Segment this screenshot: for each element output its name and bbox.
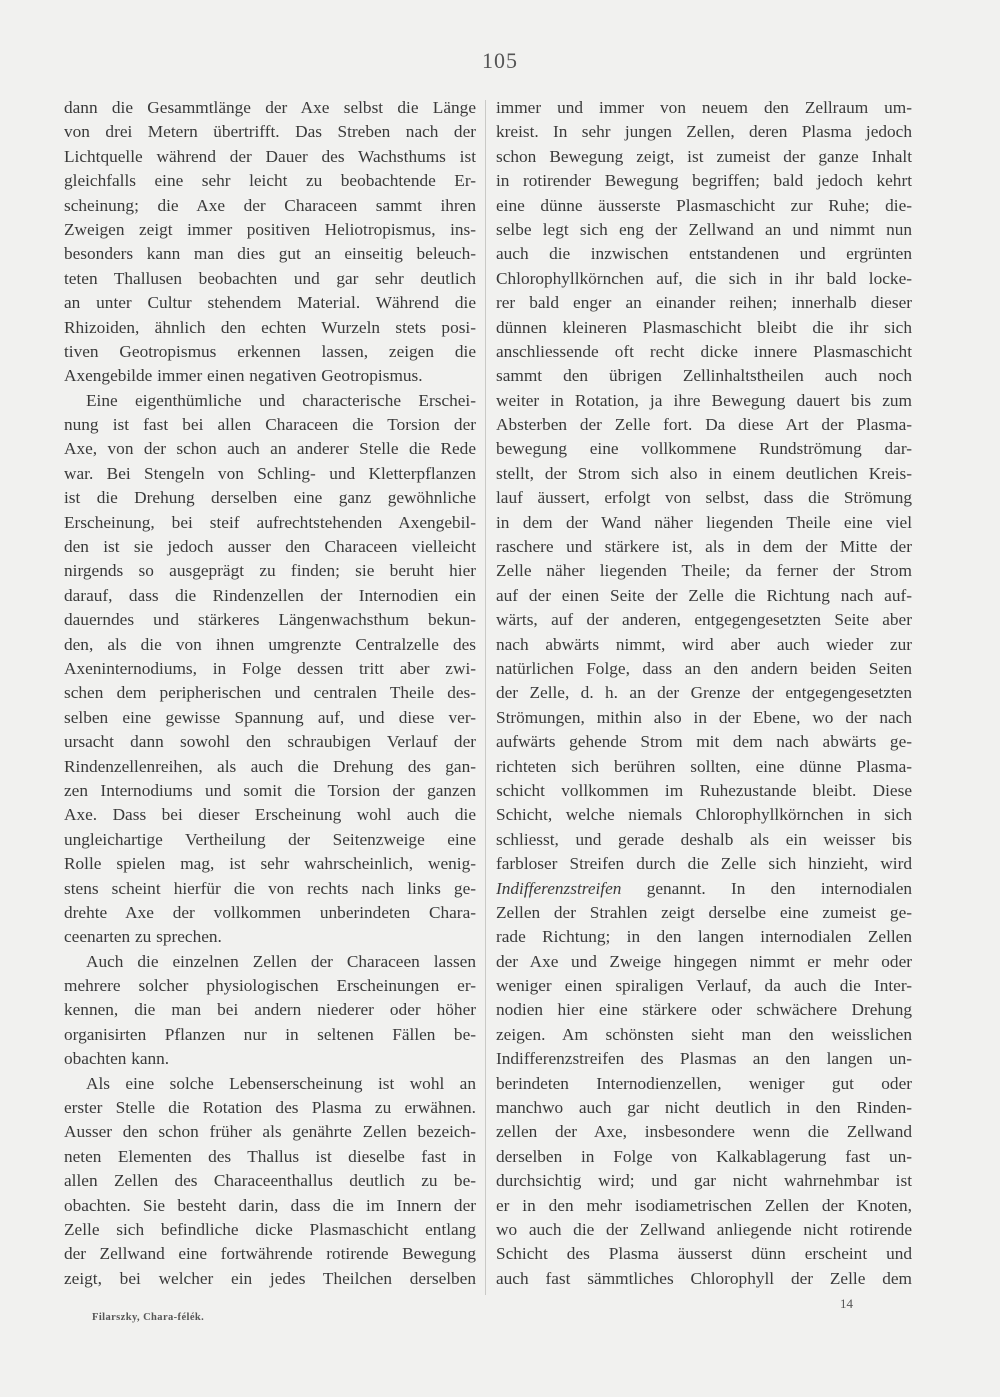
- text-line: scheinung; die Axe der Characeen sammt ihren: [64, 195, 476, 215]
- text-line: weiter in Rotation, ja ihre Bewegung dauert bis zum: [496, 390, 912, 410]
- text-line: gleichfalls eine sehr leicht zu beobachtende Er-: [64, 171, 476, 191]
- text-line: anschliessende oft recht dicke innere Plasmaschicht: [496, 341, 912, 361]
- text-line: sammt den übrigen Zellinhaltstheilen auch noch: [496, 366, 912, 386]
- text-line: der Zelle, d. h. an der Grenze der entgegengesetzten: [496, 683, 912, 703]
- text-line: schon Bewegung zeigt, ist zumeist der ganze Inhalt: [496, 146, 912, 166]
- text-line: zeigt, bei welcher ein jedes Theilchen derselben: [64, 1268, 476, 1288]
- text-line: zeigen. Am schönsten sieht man den weisslichen: [496, 1024, 912, 1044]
- text-line: tiven Geotropismus erkennen lassen, zeigen die: [64, 341, 476, 361]
- text-line: rade Richtung; in den langen internodialen Zellen: [496, 927, 912, 947]
- text-line: dann die Gesammtlänge der Axe selbst die Länge: [64, 98, 476, 117]
- footer-signature: Filarszky, Chara-félék.: [92, 1312, 205, 1323]
- text-line: zen Internodiums und somit die Torsion der ganzen: [64, 780, 476, 800]
- text-line: farbloser Streifen durch die Zelle sich hinzieht, wird: [496, 854, 912, 874]
- text-line: rer bald enger an einander reihen; innerhalb dieser: [496, 293, 912, 313]
- text-line: schicht vollkommen im Ruhezustande bleibt. Diese: [496, 780, 912, 800]
- text-line: selbe legt sich eng der Zellwand an und nimmt nun: [496, 219, 912, 239]
- page-number: 105: [482, 48, 518, 73]
- text-line: nodien hier eine stärkere oder schwächere Drehung: [496, 1000, 912, 1020]
- left-column: [64, 96, 476, 1291]
- column-divider: [485, 100, 486, 1295]
- text-line: Zweigen zeigt immer positiven Heliotropismus, ins-: [64, 219, 476, 239]
- text-line: kennen, die man bei andern niederer oder höher: [64, 1000, 476, 1020]
- text-line: erster Stelle die Rotation des Plasma zu erwähnen.: [64, 1098, 476, 1118]
- text-line: derselben in Folge von Kalkablagerung fast un-: [496, 1146, 912, 1166]
- text-line: manchwo auch gar nicht deutlich in den Rinden-: [496, 1098, 912, 1118]
- text-line: den ist sie jedoch ausser den Characeen vielleicht: [64, 537, 476, 557]
- text-line: darauf, dass die Rindenzellen der Internodien ein: [64, 585, 476, 605]
- text-line: Axe. Dass bei dieser Erscheinung wohl auch die: [64, 805, 476, 825]
- text-line: dauerndes und stärkeres Längenwachsthum bekun-: [64, 610, 476, 630]
- text-line: organisirten Pflanzen nur in seltenen Fällen be-: [64, 1024, 476, 1044]
- text-line: der Zellwand eine fortwährende rotirende Bewegung: [64, 1244, 476, 1264]
- text-line: immer und immer von neuem den Zellraum um-: [496, 98, 912, 117]
- text-line: weniger einen spiraligen Verlauf, da auch die Inter-: [496, 976, 912, 996]
- text-line: Rhizoiden, ähnlich den echten Wurzeln stets posi-: [64, 317, 476, 337]
- text-line: teten Thallusen beobachten und gar sehr deutlich: [64, 268, 476, 288]
- text-line: Axengebilde immer einen negativen Geotropismus.: [64, 366, 423, 386]
- text-line: war. Bei Stengeln von Schling- und Kletterpflanzen: [64, 463, 476, 483]
- text-line: auch die inzwischen entstandenen und ergrünten: [496, 244, 912, 264]
- text-line: besonders kann man dies gut an einseitig beleuch-: [64, 244, 476, 264]
- text-line: in dem der Wand näher liegenden Theile eine viel: [496, 512, 912, 532]
- text-line: [496, 877, 912, 901]
- text-line: stens scheint hierfür die von rechts nach links ge-: [64, 878, 476, 898]
- text-line: ursacht dann sowohl den schraubigen Verlauf der: [64, 732, 476, 752]
- text-line: schen dem peripherischen und centralen Theile des-: [64, 683, 476, 703]
- text-line: Als eine solche Lebenserscheinung ist wohl an: [86, 1073, 476, 1093]
- text-line: an unter Cultur stehendem Material. Während die: [64, 293, 476, 313]
- text-line: in rotirender Bewegung begriffen; bald jedoch kehrt: [496, 171, 912, 191]
- text-line: nirgends so ausgeprägt zu finden; sie beruht hier: [64, 561, 476, 581]
- text-line: ceenarten zu sprechen.: [64, 927, 222, 947]
- text-line: wärts, auf der anderen, entgegengesetzten Seite aber: [496, 610, 912, 630]
- text-line: dünnen kleineren Plasmaschicht bleibt die ihr sich: [496, 317, 912, 337]
- text-line: neten Elementen des Thallus ist dieselbe fast in: [64, 1146, 476, 1166]
- text-line: zellen der Axe, insbesondere wenn die Zellwand: [496, 1122, 912, 1142]
- emphasized-term: Indifferenzstreifen: [496, 878, 622, 898]
- text-line: Zelle näher liegenden Theile; da ferner der Strom: [496, 561, 912, 581]
- text-line: lauf äussert, erfolgt von selbst, dass die Strömung: [496, 488, 912, 508]
- text-line: Rolle spielen mag, ist sehr wahrscheinlich, wenig-: [64, 854, 476, 874]
- text-line: durchsichtig wird; und gar nicht wahrnehmbar ist: [496, 1171, 912, 1191]
- text-line: richteten sich berühren sollten, eine dünne Plasma-: [496, 756, 912, 776]
- text-line: Zelle sich befindliche dicke Plasmaschicht entlang: [64, 1219, 476, 1239]
- text-line: nung ist fast bei allen Characeen die Torsion der: [64, 415, 476, 435]
- right-column: [496, 96, 912, 1291]
- text-line: er in den mehr isodiametrischen Zellen der Knoten,: [496, 1195, 912, 1215]
- text-line: drehte Axe der vollkommen unberindeten Chara-: [64, 902, 476, 922]
- text-line: stellt, der Strom sich also in einem deutlichen Kreis-: [496, 463, 912, 483]
- sheet-number: 14: [840, 1296, 853, 1311]
- text-line: Erscheinung, bei steif aufrechtstehenden Axengebil-: [64, 512, 476, 532]
- text-line: Eine eigenthümliche und characterische Erschei-: [86, 390, 476, 410]
- text-line: Axeninternodiums, in Folge dessen tritt aber zwi-: [64, 658, 476, 678]
- text-line: Auch die einzelnen Zellen der Characeen lassen: [86, 951, 476, 971]
- text-line: Axe, von der schon auch an anderer Stelle die Rede: [64, 439, 476, 459]
- text-line: von drei Metern übertrifft. Das Streben nach der: [64, 122, 476, 142]
- text-line: auf der einen Seite der Zelle die Richtung nach auf-: [496, 585, 912, 605]
- text-line: obachten. Sie besteht darin, dass die im Innern der: [64, 1195, 476, 1215]
- text-line: eine dünne äusserste Plasmaschicht zur Ruhe; die-: [496, 195, 912, 215]
- text-line: allen Zellen des Characeenthallus deutlich zu be-: [64, 1171, 476, 1191]
- text-fragment: genannt. In den internodialen: [621, 878, 912, 898]
- text-line: kreist. In sehr jungen Zellen, deren Plasma jedoch: [496, 122, 912, 142]
- text-line: Rindenzellenreihen, als auch die Drehung des gan-: [64, 756, 476, 776]
- text-line: Ausser den schon früher als genährte Zellen bezeich-: [64, 1122, 476, 1142]
- text-line: den, als die von ihnen umgrenzte Centralzelle des: [64, 634, 476, 654]
- text-line: schliesst, und gerade deshalb als ein weisser bis: [496, 829, 912, 849]
- text-line: ist die Drehung derselben eine ganz gewöhnliche: [64, 488, 476, 508]
- text-line: Strömungen, mithin also in der Ebene, wo der nach: [496, 707, 912, 727]
- text-line: nach abwärts nimmt, wird aber auch wieder zur: [496, 634, 912, 654]
- text-line: Chlorophyllkörnchen auf, die sich in ihr bald locke-: [496, 268, 912, 288]
- text-line: obachten kann.: [64, 1049, 170, 1069]
- text-line: Zellen der Strahlen zeigt derselbe eine zumeist ge-: [496, 902, 912, 922]
- text-line: ungleichartige Vertheilung der Seitenzweige eine: [64, 829, 476, 849]
- text-line: wo auch die der Zellwand anliegende nicht rotirende: [496, 1219, 912, 1239]
- text-line: auch fast sämmtliches Chlorophyll der Zelle dem: [496, 1268, 912, 1288]
- text-line: Absterben der Zelle fort. Da diese Art der Plasma-: [496, 415, 912, 435]
- text-line: selben eine gewisse Spannung auf, und diese ver-: [64, 707, 476, 727]
- text-line: der Axe und Zweige hingegen nimmt er mehr oder: [496, 951, 912, 971]
- text-line: mehrere solcher physiologischen Erscheinungen er-: [64, 976, 476, 996]
- text-line: aufwärts gehende Strom mit dem nach abwärts ge-: [496, 732, 912, 752]
- text-line: berindeten Internodienzellen, weniger gut oder: [496, 1073, 912, 1093]
- text-line: Indifferenzstreifen des Plasmas an den langen un-: [496, 1049, 912, 1069]
- text-line: Schicht, welche niemals Chlorophyllkörnchen in sich: [496, 805, 912, 825]
- text-line: natürlichen Folge, dass an den andern beiden Seiten: [496, 658, 912, 678]
- text-line: Lichtquelle während der Dauer des Wachsthums ist: [64, 146, 476, 166]
- text-line: bewegung eine vollkommene Rundströmung dar-: [496, 439, 912, 459]
- text-line: raschere und stärkere ist, als in dem der Mitte der: [496, 537, 912, 557]
- text-line: Schicht des Plasma äusserst dünn erscheint und: [496, 1244, 912, 1264]
